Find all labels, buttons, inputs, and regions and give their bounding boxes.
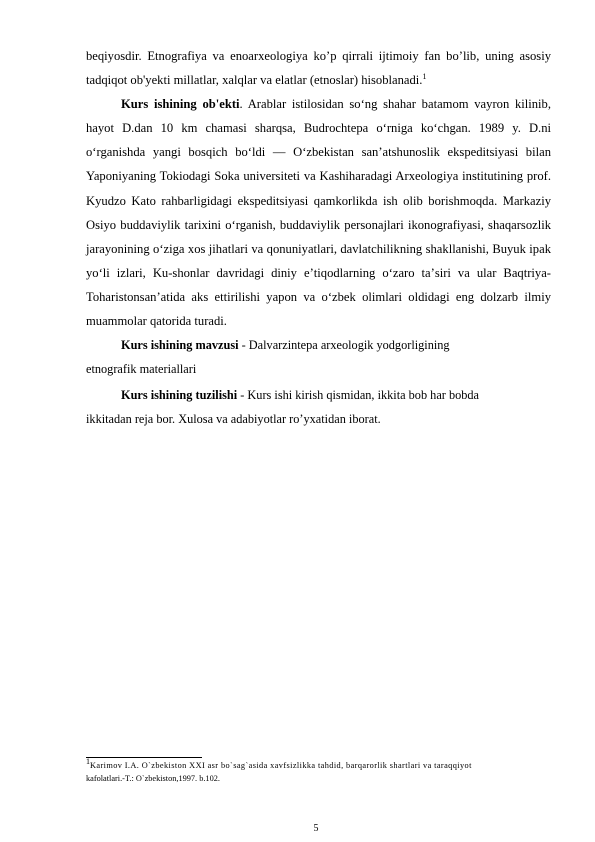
footnote xyxy=(86,757,556,785)
footnote-line-2: kafolatlari.-T.: O`zbekiston,1997. b.102. xyxy=(86,773,220,783)
topic-label: Kurs ishining mavzusi xyxy=(121,338,239,353)
paragraph-structure xyxy=(86,383,551,407)
topic-continuation: etnografik materiallari xyxy=(86,362,197,377)
footnote-line-1 xyxy=(86,757,556,773)
paragraph-intro xyxy=(86,44,551,92)
structure-continuation: ikkitadan reja bor. Xulosa va adabiyotlar ro’yxatidan iborat. xyxy=(86,412,381,427)
structure-text: - Kurs ishi kirish qismidan, ikkita bob har bobda xyxy=(237,388,480,403)
structure-label: Kurs ishining tuzilishi xyxy=(121,388,238,403)
body-text xyxy=(86,44,551,432)
footnote-citation: Karimov I.A. O`zbekiston XXI asr bo`sag`asida xavfsizlikka tahdid, barqarorlik shartlari va taraqqiyot xyxy=(90,761,472,770)
footnote-number: 1 xyxy=(86,757,90,767)
footnote-reference: 1 xyxy=(422,71,427,81)
page-number: 5 xyxy=(313,823,319,834)
footnote-divider xyxy=(86,757,202,758)
paragraph-intro-text: beqiyosdir. Etnografiya va enoarxeologiya ko’p qirrali ijtimoiy fan bo’lib, uning asosiy tadqiqot ob'yekti millatlar, xalqlar va elatlar (etnoslar) hisoblanadi. xyxy=(86,49,551,88)
topic-text: - Dalvarzintepa arxeologik yodgorligining xyxy=(238,338,450,353)
paragraph-topic xyxy=(86,333,551,357)
object-text: . Arablar istilosidan soʻng shahar batamom vayron kilinib, hayot D.dan 10 km chamasi sharqsa, Budrochtepa oʻrniga koʻchgan. 1989 y. D.ni oʻrganishda yangi bosqich boʻldi — Oʻzbekistan sanʼatshunoslik ekspeditsiyasi bilan Yaponiyaning Tokiodagi Soka universiteti va Kashiharadagi Arxeologiya institutining prof. Kyudzo Kato rahbarligidagi ekspeditsiyasi qamkorlikda ish olib borishmoqda. Markaziy Osiyo buddaviylik tarixini oʻrganish, buddaviylik personajlari ikonografiyasi, shaqarsozlik jarayonining oʻziga xos jihatlari va qonuniyatlari, davlatchilikning shakllanishi, Buyuk ipak yoʻli izlari, Ku-shonlar davridagi diniy eʼtiqodlarning oʻzaro taʼsiri va ular Baqtriya-Toharistonsanʼatida aks ettirilishi yapon va oʻzbek olimlari oldidagi eng dolzarb ilmiy muammolar qatorida turadi. xyxy=(86,97,551,329)
object-label: Kurs ishining ob'ekti xyxy=(121,97,240,112)
paragraph-object xyxy=(86,92,551,333)
